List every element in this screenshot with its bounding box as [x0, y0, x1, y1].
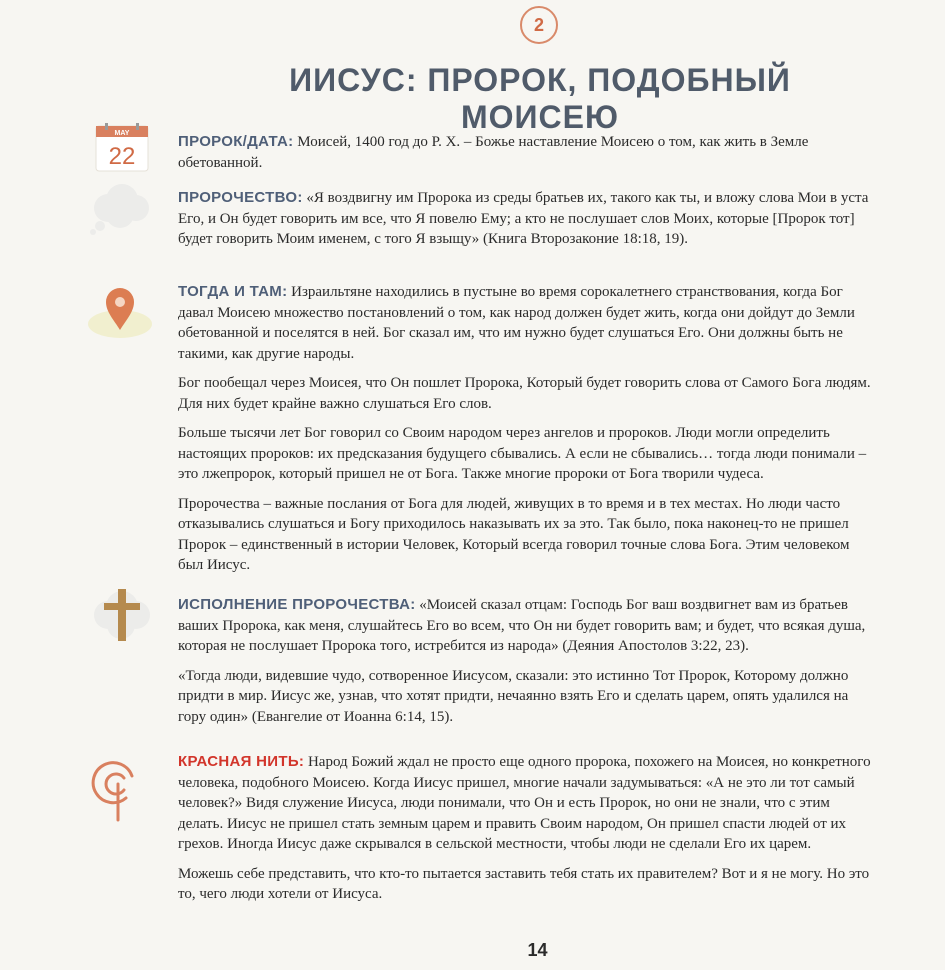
section-fulfillment	[178, 595, 878, 736]
page-title: ИИСУС: ПРОРОК, ПОДОБНЫЙ МОИСЕЮ	[289, 62, 791, 135]
fulfillment-text: «Моисей сказал отцам: Господь Бог ваш воздвигнет вам из братьев ваших Пророка, как меня, слушайтесь Его во всем, что Он ни будет говорить вам; и будет, что всякая душа, которая не послушает Пророка того, истребится из народа» (Деяния Апостолов 3:22, 23).	[178, 597, 866, 654]
page-number: 14	[527, 940, 548, 960]
prophecy-text: «Я воздвигну им Пророка из среды братьев их, такого как ты, и вложу слова Мои в уста Его, и Он будет говорить им все, что Я повелю Ему; а кто не послушает слов Моих, которые [Пророк тот] будет говорить Моим именем, с того Я взыщу» (Книга Второзаконие 18:18, 19).	[178, 190, 869, 247]
paragraph: «Тогда люди, видевшие чудо, сотворенное Иисусом, сказали: это истинно Тот Пророк, Которому должно придти в мир. Иисус же, узнав, что хотят придти, нечаянно взять Его и сделать царем, опять удалился на гору один» (Евангелие от Иоанна 6:14, 15).	[178, 667, 849, 725]
cross-icon	[86, 585, 156, 645]
location-pin-icon	[86, 282, 156, 340]
chapter-number-badge: 2	[520, 6, 558, 44]
calendar-month: MAY	[114, 130, 130, 137]
red-thread-text: Народ Божий ждал не просто еще одного пророка, похожего на Моисея, но конкретного человека, подобного Моисею. Когда Иисус пришел, многие начали задумываться: «А не это ли тот самый человек?» Видя служение Иисуса, люди понимали, что Он и есть Пророк, но они не знали, что с этим делать. Иисус не пришел стать земным царем и править Своим народом, Он пришел спасти людей от их грехов. Иногда Иисус даже скрывался в сельской местности, чтобы люди не сделали Его их царем.	[178, 754, 871, 852]
calendar-day: 22	[108, 143, 136, 170]
label-fulfillment: ИСПОЛНЕНИЕ ПРОРОЧЕСТВА:	[178, 596, 416, 613]
section-red-thread	[178, 752, 878, 914]
calendar-icon	[95, 122, 149, 172]
section-date	[178, 132, 878, 182]
label-prophecy: ПРОРОЧЕСТВО:	[178, 189, 303, 206]
red-thread-icon	[88, 752, 144, 822]
label-prophet-date: ПРОРОК/ДАТА:	[178, 133, 294, 150]
then-there-text: Израильтяне находились в пустыне во время сорокалетнего странствования, когда Бог давал Моисею множество постановлений о том, как народ должен будет жить, когда они дойдут до Земли обетованной и поселятся в ней. Бог сказал им, что им нужно будет слушаться Его. Они должны быть не такими, как другие народы.	[178, 284, 855, 362]
date-text: Моисей, 1400 год до Р. Х. – Божье наставление Моисею о том, как жить в Земле обетованной.	[178, 134, 809, 171]
paragraph: Бог пообещал через Моисея, что Он пошлет Пророка, Который будет говорить слова от Самого Бога людям. Для них будет крайне важно слушаться Его слов.	[178, 375, 871, 412]
paragraph: Пророчества – важные послания от Бога для людей, живущих в то время и в тех местах. Но люди часто отказывались слушаться и Богу приходилось наказывать их за это. Так было, пока наконец-то не пришел Пророк – единственный в истории Человек, Который всегда говорил точные слова Бога. Этим человеком был Иисус.	[178, 495, 850, 573]
label-red-thread: КРАСНАЯ НИТЬ:	[178, 753, 305, 770]
section-prophecy	[178, 188, 878, 259]
section-then-and-there	[178, 282, 878, 585]
thought-cloud-icon	[86, 180, 156, 235]
label-then-and-there: ТОГДА И ТАМ:	[178, 283, 288, 300]
paragraph: Больше тысячи лет Бог говорил со Своим народом через ангелов и пророков. Люди могли определить настоящих пророков: их предсказания будущего сбывались. А если не сбывались… тогда люди понимали – это лжепророк, который пришел не от Бога. Также многие пророки от Бога творили чудеса.	[178, 425, 867, 482]
paragraph: Можешь себе представить, что кто-то пытается заставить тебя стать их правителем? Вот и я не могу. Но это то, чего люди хотели от Иисуса.	[178, 865, 870, 902]
